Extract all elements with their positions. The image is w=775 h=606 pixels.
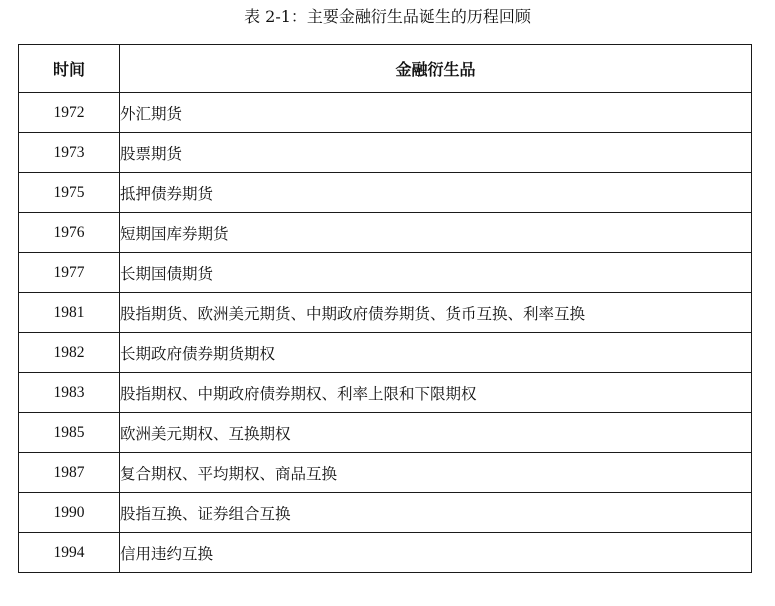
table-row	[19, 213, 752, 253]
year-cell: 1994	[19, 533, 120, 573]
table-row	[19, 453, 752, 493]
year-cell: 1985	[19, 413, 120, 453]
table-header-row	[19, 45, 752, 93]
derivatives-history-table	[18, 44, 752, 573]
table-row	[19, 413, 752, 453]
year-cell: 1973	[19, 133, 120, 173]
product-cell: 长期国债期货	[120, 253, 752, 293]
product-cell: 股指期货、欧洲美元期货、中期政府债券期货、货币互换、利率互换	[120, 293, 752, 333]
year-cell: 1982	[19, 333, 120, 373]
year-cell: 1975	[19, 173, 120, 213]
product-cell: 外汇期货	[120, 93, 752, 133]
table-row	[19, 253, 752, 293]
table-row	[19, 533, 752, 573]
table-row	[19, 93, 752, 133]
year-cell: 1972	[19, 93, 120, 133]
product-cell: 信用违约互换	[120, 533, 752, 573]
product-cell: 抵押债券期货	[120, 173, 752, 213]
table-row	[19, 173, 752, 213]
product-cell: 欧洲美元期权、互换期权	[120, 413, 752, 453]
product-cell: 股票期货	[120, 133, 752, 173]
year-cell: 1976	[19, 213, 120, 253]
table-row	[19, 493, 752, 533]
product-cell: 长期政府债券期货期权	[120, 333, 752, 373]
year-cell: 1990	[19, 493, 120, 533]
product-cell: 短期国库券期货	[120, 213, 752, 253]
year-cell: 1981	[19, 293, 120, 333]
year-cell: 1983	[19, 373, 120, 413]
table-caption: 表 2-1：主要金融衍生品诞生的历程回顾	[244, 7, 531, 26]
year-cell: 1987	[19, 453, 120, 493]
year-column-header: 时间	[19, 45, 120, 93]
table-row	[19, 373, 752, 413]
year-cell: 1977	[19, 253, 120, 293]
product-cell: 股指互换、证券组合互换	[120, 493, 752, 533]
table-row	[19, 293, 752, 333]
table-row	[19, 333, 752, 373]
product-cell: 股指期权、中期政府债券期权、利率上限和下限期权	[120, 373, 752, 413]
product-column-header: 金融衍生品	[120, 45, 752, 93]
product-cell: 复合期权、平均期权、商品互换	[120, 453, 752, 493]
table-row	[19, 133, 752, 173]
